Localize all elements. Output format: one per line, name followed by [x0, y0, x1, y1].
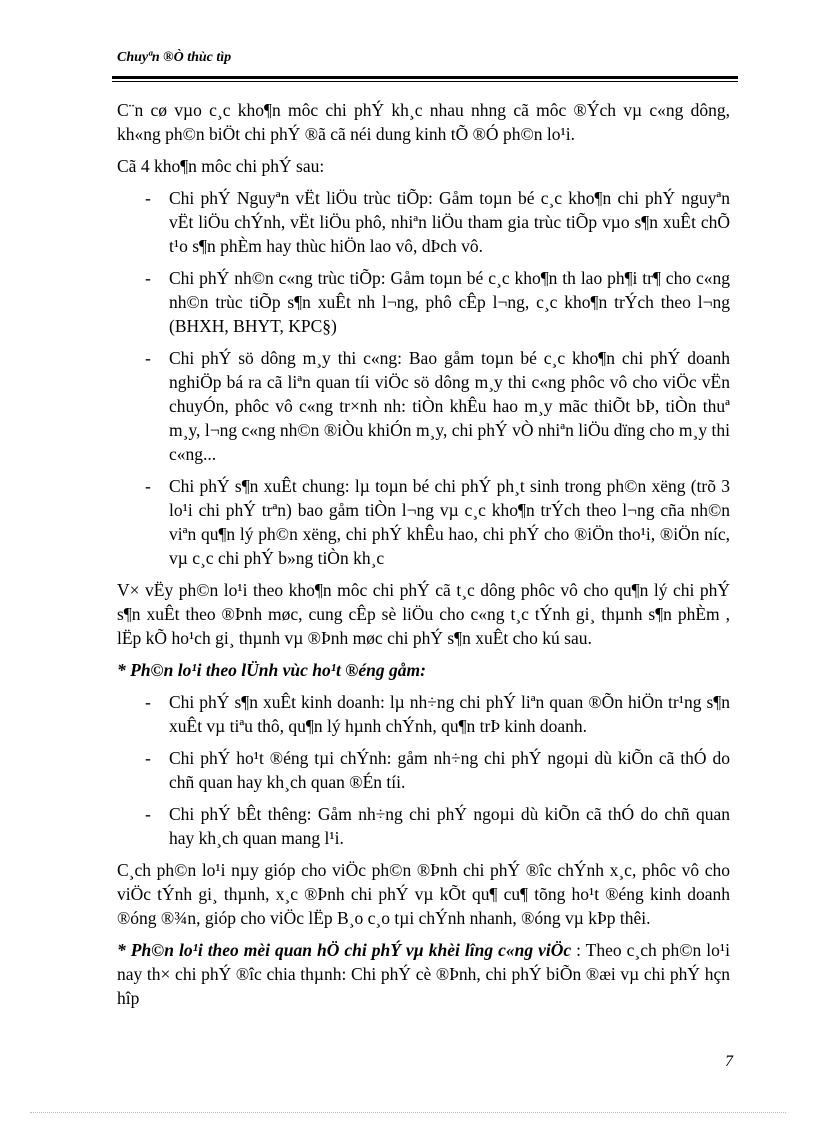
list-item-text: Chi phÝ sö dông m¸y thi c«ng: Bao gåm toµn bé c¸c kho¶n chi phÝ doanh nghiÖp bá ra cã liªn quan tíi viÖc sö dông m¸y thi c«ng phôc vô cho viÖc vËn chuyÓn, phôc vô c«ng tr×nh nh: tiÒn khÊu hao m¸y mãc thiÕt bÞ, tiÒn thuª m¸y, l¬ng c«ng nh©n ®iÒu khiÓn m¸y, chi phÝ vÒ nhiªn liÖu dïng cho m¸y thi c«ng... [169, 348, 730, 464]
paragraph: Cã 4 kho¶n môc chi phÝ sau: [117, 156, 325, 176]
list-item-text: Chi phÝ Nguyªn vËt liÖu trùc tiÕp: Gåm toµn bé c¸c kho¶n chi phÝ nguyªn vËt liÖu chÝnh, vËt liÖu phô, nhiªn liÖu tham gia trùc tiÕp vµo s¶n xuÊt chÕ t¹o s¶n phÈm hay thùc hiÖn lao vô, dÞch vô. [169, 188, 730, 256]
header-rule [112, 76, 738, 82]
list-item-text: Chi phÝ bÊt thêng: Gåm nh÷ng chi phÝ ngoµi dù kiÕn cã thÓ do chñ quan hay kh¸ch quan mang l¹i. [169, 804, 730, 848]
dash-bullet: - [145, 692, 151, 712]
dash-bullet: - [145, 348, 151, 368]
paragraph [117, 938, 730, 1010]
list-item [117, 346, 730, 466]
page-content [117, 98, 730, 1018]
section-heading-inline: * Ph©n lo¹i theo mèi quan hÖ chi phÝ vµ khèi lîng c«ng viÖc [117, 940, 572, 960]
list-item [117, 746, 730, 794]
dash-bullet: - [145, 188, 151, 208]
paragraph: V× vËy ph©n lo¹i theo kho¶n môc chi phÝ cã t¸c dông phôc vô cho qu¶n lý chi phÝ s¶n xuÊt theo ®Þnh møc, cung cÊp sè liÖu cho c«ng t¸c tÝnh gi¸ thµnh s¶n phÈm , lËp kÕ ho¹ch gi¸ thµnh vµ ®Þnh møc chi phÝ s¶n xuÊt cho kú sau. [117, 580, 730, 648]
list-item [117, 690, 730, 738]
running-header: Chuyªn ®Ò thùc tìp [117, 50, 232, 65]
list-item [117, 186, 730, 258]
dash-bullet: - [145, 268, 151, 288]
list-item-text: Chi phÝ ho¹t ®éng tµi chÝnh: gåm nh÷ng chi phÝ ngoµi dù kiÕn cã thÓ do chñ quan hay kh¸ch quan ®Én tíi. [169, 748, 730, 792]
paragraph: C¨n cø vµo c¸c kho¶n môc chi phÝ kh¸c nhau nhng cã môc ®Ých vµ c«ng dông, kh«ng ph©n biÖt chi phÝ ®ã cã néi dung kinh tÕ ®Ó ph©n lo¹i. [117, 100, 730, 144]
page-number: 7 [725, 1053, 733, 1070]
section-heading: * Ph©n lo¹i theo lÜnh vùc ho¹t ®éng gåm: [117, 660, 426, 680]
list-item-text: Chi phÝ s¶n xuÊt kinh doanh: lµ nh÷ng chi phÝ liªn quan ®Õn hiÖn tr¹ng s¶n xuÊt vµ tiªu thô, qu¶n lý hµnh chÝnh, qu¶n trÞ kinh doanh. [169, 692, 730, 736]
list-item [117, 474, 730, 570]
list-item-text: Chi phÝ s¶n xuÊt chung: lµ toµn bé chi phÝ ph¸t sinh trong ph©n xëng (trõ 3 lo¹i chi phÝ trªn) bao gåm tiÒn l¬ng vµ c¸c kho¶n trÝch theo l¬ng cña nh©n viªn qu¶n lý ph©n xëng, chi phÝ khÊu hao, chi phÝ cho ®iÖn tho¹i, ®iÖn níc, vµ c¸c chi phÝ b»ng tiÒn kh¸c [169, 476, 730, 568]
dash-bullet: - [145, 748, 151, 768]
paragraph: C¸ch ph©n lo¹i nµy gióp cho viÖc ph©n ®Þnh chi phÝ ®îc chÝnh x¸c, phôc vô cho viÖc tÝnh gi¸ thµnh, x¸c ®Þnh chi phÝ vµ kÕt qu¶ cu¶ tõng ho¹t ®éng kinh doanh ®óng ®¾n, gióp cho viÖc lËp B¸o c¸o tµi chÝnh nhanh, ®óng vµ kÞp thêi. [117, 860, 730, 928]
list-item-text: Chi phÝ nh©n c«ng trùc tiÕp: Gåm toµn bé c¸c kho¶n th lao ph¶i tr¶ cho c«ng nh©n trùc tiÕp s¶n xuÊt nh l¬ng, phô cÊp l¬ng, c¸c kho¶n trÝch theo l¬ng (BHXH, BHYT, KPC§) [169, 268, 730, 336]
list-item [117, 266, 730, 338]
paragraph-text: : Theo c¸ch ph©n lo¹i nay th× chi phÝ ®îc chia thµnh: Chi phÝ cè ®Þnh, chi phÝ biÕn ®æi vµ chi phÝ hçn hîp [117, 940, 730, 1008]
footer-rule [30, 1112, 786, 1113]
activity-costs-list [117, 690, 730, 850]
list-item [117, 802, 730, 850]
dash-bullet: - [145, 476, 151, 496]
cost-items-list [117, 186, 730, 570]
dash-bullet: - [145, 804, 151, 824]
